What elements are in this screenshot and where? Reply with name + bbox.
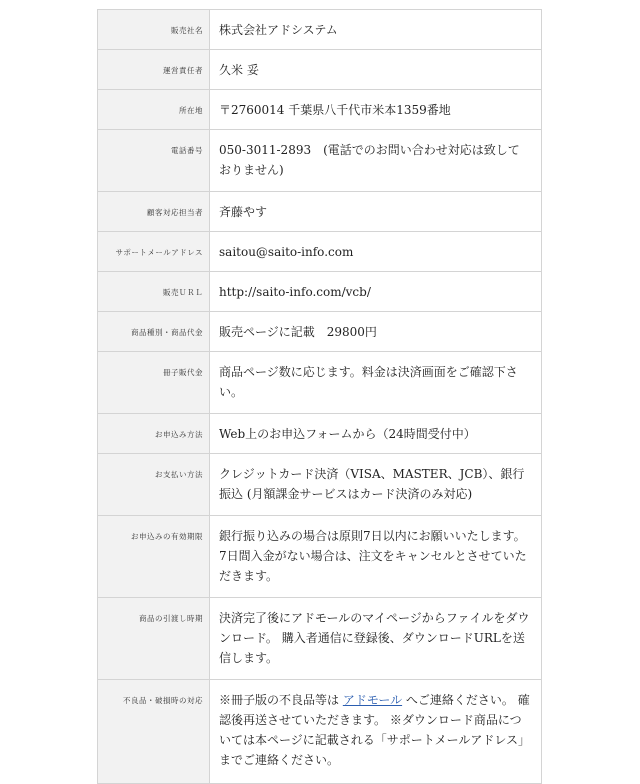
table-row <box>98 130 542 192</box>
table-row <box>98 352 542 414</box>
row-value: 久米 妥 <box>210 50 542 90</box>
table-row <box>98 272 542 312</box>
row-value: クレジットカード決済（VISA、MASTER、JCB）、銀行振込 (月額課金サービスはカード決済のみ対応) <box>210 454 542 516</box>
defect-note-text: ※冊子版の不良品等は <box>219 693 343 707</box>
row-label: 所在地 <box>98 90 210 130</box>
company-info-panel <box>97 9 542 784</box>
row-label: サポートメールアドレス <box>98 232 210 272</box>
table-row <box>98 10 542 50</box>
row-value: 決済完了後にアドモールのマイページからファイルをダウンロード。 購入者通信に登録後、ダウンロードURLを送信します。 <box>210 598 542 680</box>
row-label: お支払い方法 <box>98 454 210 516</box>
row-label: 販売社名 <box>98 10 210 50</box>
row-label: お申込み方法 <box>98 414 210 454</box>
defect-note-text-cont: へご連絡ください。 確認後再送させていただきます。 ※ダウンロード商品については本ページに記載される「サポートメールアドレス」 までご連絡ください。 <box>219 693 531 767</box>
row-value: 斉藤やす <box>210 192 542 232</box>
table-row <box>98 192 542 232</box>
admall-link[interactable]: アドモール <box>342 693 403 707</box>
row-value: saitou@saito-info.com <box>210 232 542 272</box>
row-label: 電話番号 <box>98 130 210 192</box>
row-value: 銀行振り込みの場合は原則7日以内にお願いいたします。 7日間入金がない場合は、注文をキャンセルとさせていただきます。 <box>210 516 542 598</box>
row-value: 株式会社アドシステム <box>210 10 542 50</box>
table-row <box>98 90 542 130</box>
row-label: 商品の引渡し時期 <box>98 598 210 680</box>
table-row <box>98 516 542 598</box>
table-row <box>98 414 542 454</box>
row-value: 〒2760014 千葉県八千代市米本1359番地 <box>210 90 542 130</box>
row-value: http://saito-info.com/vcb/ <box>210 272 542 312</box>
row-value: 販売ページに記載 29800円 <box>210 312 542 352</box>
row-value: Web上のお申込フォームから（24時間受付中） <box>210 414 542 454</box>
row-label: 冊子販代金 <box>98 352 210 414</box>
row-label: 商品種別・商品代金 <box>98 312 210 352</box>
row-label: 不良品・破損時の対応 <box>98 680 210 784</box>
company-info-table <box>97 9 542 784</box>
table-row <box>98 598 542 680</box>
row-value: 050-3011-2893 (電話でのお問い合わせ対応は致しておりません) <box>210 130 542 192</box>
row-label: お申込みの有効期限 <box>98 516 210 598</box>
table-row <box>98 454 542 516</box>
table-row <box>98 50 542 90</box>
row-label: 運営責任者 <box>98 50 210 90</box>
table-row <box>98 680 542 784</box>
row-label: 顧客対応担当者 <box>98 192 210 232</box>
row-value: 商品ページ数に応じます。料金は決済画面をご確認下さい。 <box>210 352 542 414</box>
table-row <box>98 312 542 352</box>
row-value <box>210 680 542 784</box>
row-label: 販売ＵＲＬ <box>98 272 210 312</box>
table-row <box>98 232 542 272</box>
